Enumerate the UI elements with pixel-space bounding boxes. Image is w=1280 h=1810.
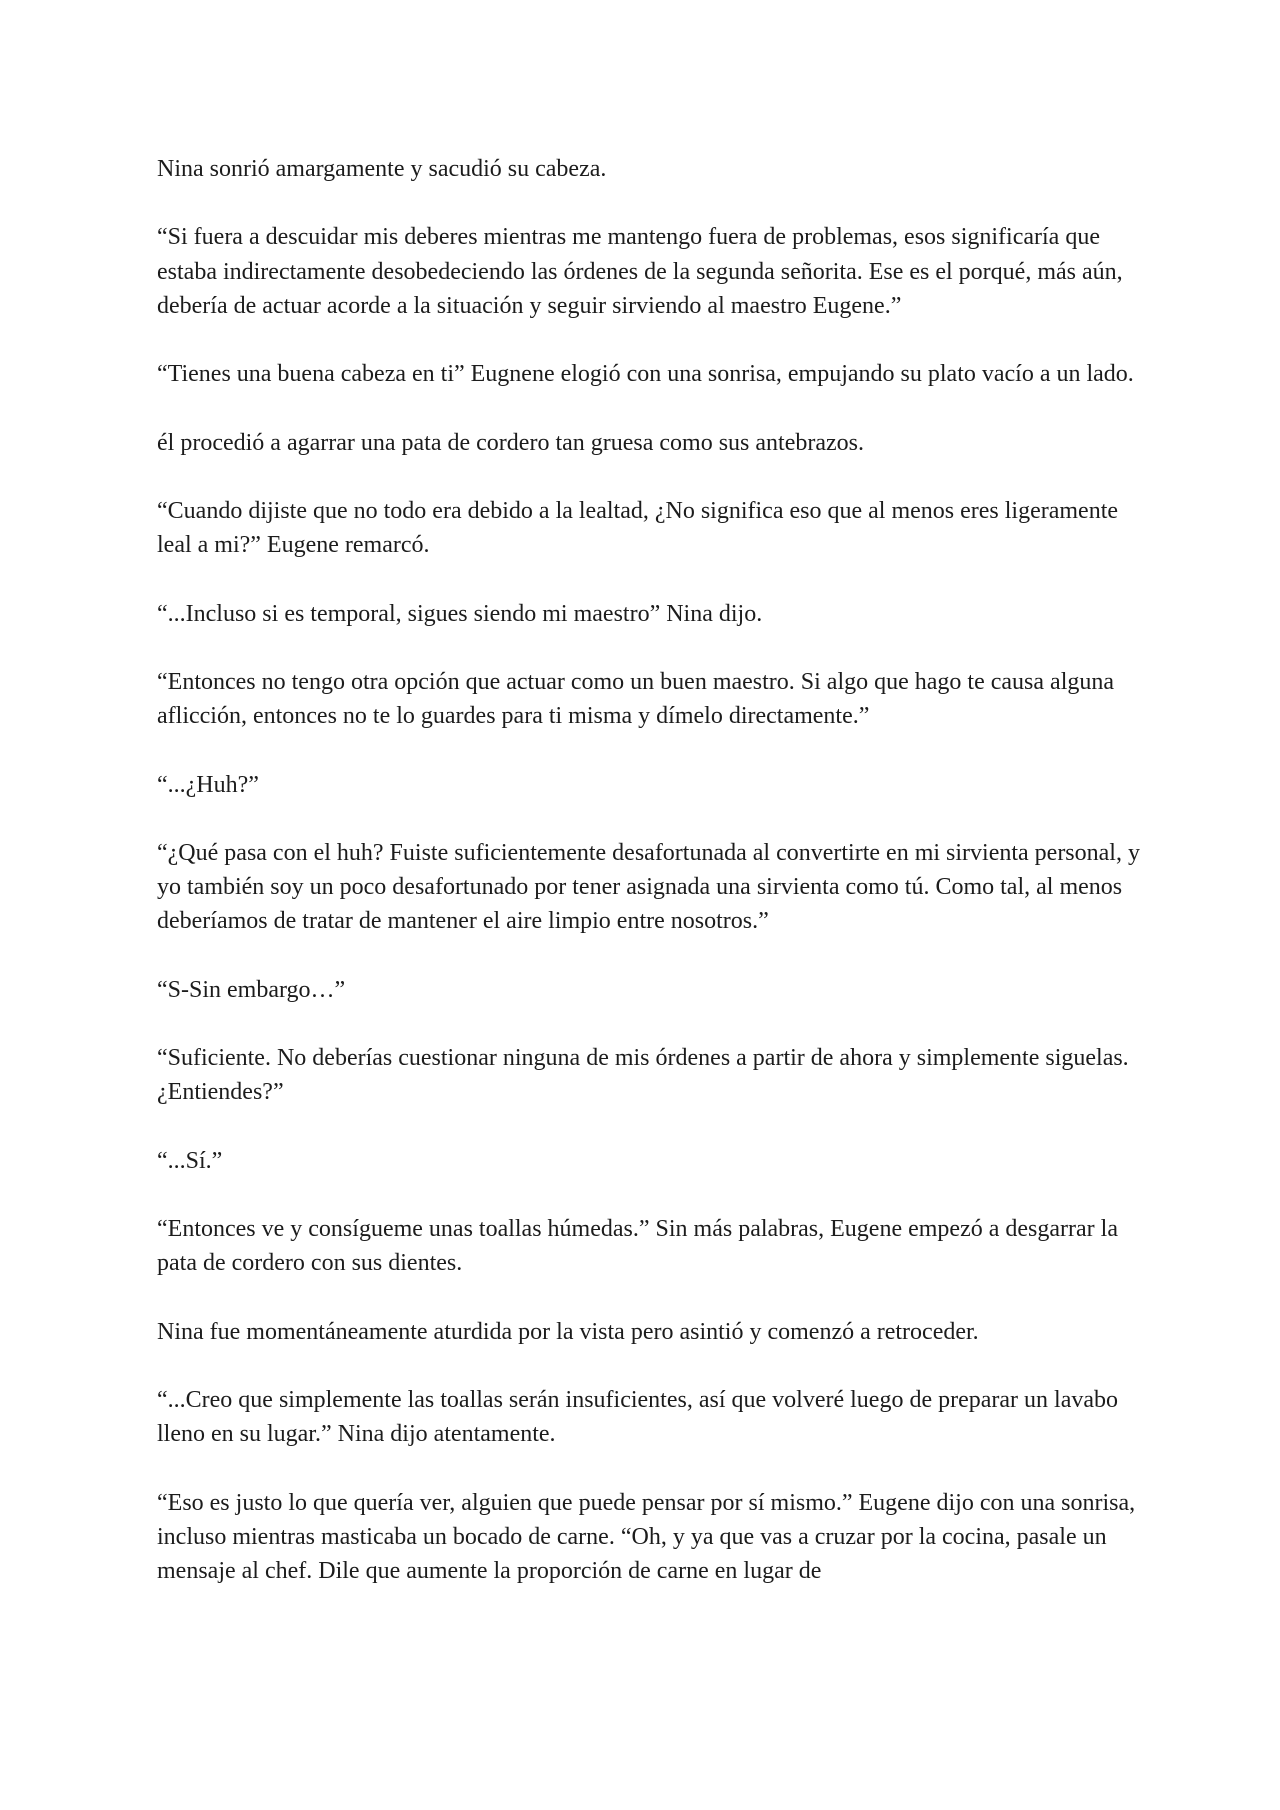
paragraph: “...Sí.” bbox=[157, 1147, 223, 1174]
paragraph: “Tienes una buena cabeza en ti” Eugnene elogió con una sonrisa, empujando su plato vacío a un lado. bbox=[157, 361, 1134, 388]
paragraph: “...Incluso si es temporal, sigues siendo mi maestro” Nina dijo. bbox=[157, 600, 763, 627]
paragraph: “...¿Huh?” bbox=[157, 771, 259, 798]
paragraph: “Eso es justo lo que quería ver, alguien que puede pensar por sí mismo.” Eugene dijo con una sonrisa, incluso mientras masticaba un bocado de carne. “Oh, y ya que vas a cruzar por la cocina, pasale un mensaje al chef. Dile que aumente la proporción de carne en lugar de bbox=[157, 1489, 1136, 1585]
paragraph: “¿Qué pasa con el huh? Fuiste suficientemente desafortunada al convertirte en mi sirvienta personal, y yo también soy un poco desafortunado por tener asignada una sirvienta como tú. Como tal, al menos deberíamos de tratar de mantener el aire limpio entre nosotros.” bbox=[157, 839, 1140, 935]
paragraph: “Si fuera a descuidar mis deberes mientras me mantengo fuera de problemas, esos significaría que estaba indirectamente desobedeciendo las órdenes de la segunda señorita. Ese es el porqué, más aún, debería de actuar acorde a la situación y seguir sirviendo al maestro Eugene.” bbox=[157, 224, 1123, 319]
paragraph: “Suficiente. No deberías cuestionar ninguna de mis órdenes a partir de ahora y simplemente siguelas. ¿Entiendes?” bbox=[157, 1045, 1129, 1106]
paragraph: Nina fue momentáneamente aturdida por la vista pero asintió y comenzó a retroceder. bbox=[157, 1318, 979, 1345]
paragraph: “...Creo que simplemente las toallas serán insuficientes, así que volveré luego de preparar un lavabo lleno en su lugar.” Nina dijo atentamente. bbox=[157, 1387, 1118, 1448]
document-page bbox=[157, 152, 1147, 1622]
paragraph: “S-Sin embargo…” bbox=[157, 976, 346, 1003]
paragraph: Nina sonrió amargamente y sacudió su cabeza. bbox=[157, 156, 607, 182]
paragraph: “Entonces ve y consígueme unas toallas húmedas.” Sin más palabras, Eugene empezó a desgarrar la pata de cordero con sus dientes. bbox=[157, 1216, 1118, 1277]
paragraph: él procedió a agarrar una pata de cordero tan gruesa como sus antebrazos. bbox=[157, 429, 865, 456]
paragraph: “Cuando dijiste que no todo era debido a la lealtad, ¿No significa eso que al menos eres ligeramente leal a mi?” Eugene remarcó. bbox=[157, 497, 1119, 559]
paragraph: “Entonces no tengo otra opción que actuar como un buen maestro. Si algo que hago te causa alguna aflicción, entonces no te lo guardes para ti misma y dímelo directamente.” bbox=[157, 668, 1115, 730]
